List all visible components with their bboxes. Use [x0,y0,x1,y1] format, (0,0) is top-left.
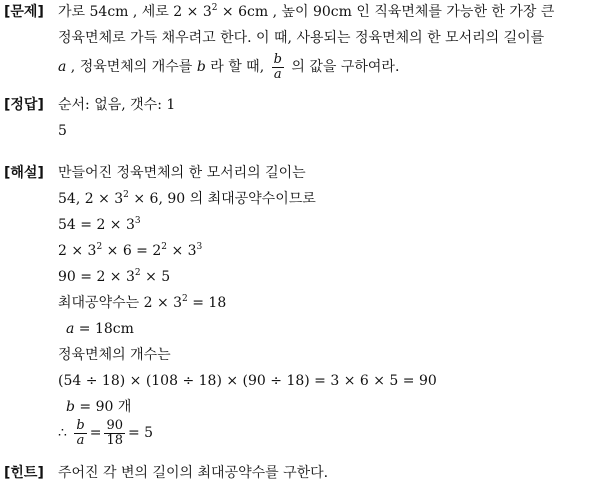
answer-fraction-90-over-18: $\frac{90}{18}$ [106,417,123,448]
problem-line-3: a , 정육면체의 개수를 b 라 할 때, $\frac{b}{a}$ 의 값을 구하여라. [58,51,400,82]
explanation-line-1: 만들어진 정육면체의 한 모서리의 길이는 [58,165,306,181]
problem-fraction: $\frac{b}{a}$ [273,51,282,82]
problem-line-1: 가로 54cm , 세로 $2 \times 3^2 \times 6cm$ , 높이 90cm 인 직육면체를 가능한 한 가장 큰 [58,3,555,20]
explanation-line-3: $54 = 2 \times 3^3$ [58,216,141,233]
explanation-line-10: b = 90 개 [66,399,132,415]
explanation-line-2: 54, $2 \times 3^2 \times 6$, 90 의 최대공약수이므로 [58,190,316,207]
hint-text: 주어진 각 변의 길이의 최대공약수를 구한다. [58,465,329,481]
problem-label: [문제] [4,4,44,20]
hint-label: [힌트] [4,465,44,481]
answer-fraction-b-over-a: $\frac{b}{a}$ [76,417,85,448]
explanation-line-8: 정육면체의 개수는 [58,347,171,363]
explanation-line-9: (54 ÷ 18) × (108 ÷ 18) × (90 ÷ 18) = 3 × 6 × 5 = 90 [58,373,437,389]
answer-label: [정답] [4,97,44,113]
explanation-line-5: $90 = 2 \times 3^2 \times 5$ [58,268,171,285]
explanation-line-6: 최대공약수는 $2 \times 3^2 = 18$ [58,294,227,311]
explanation-line-4: $2 \times 3^2 \times 6 = 2^2 \times 3^3$ [58,242,203,259]
answer-line-2: 5 [58,123,67,139]
problem-line-2: 정육면체로 가득 채우려고 한다. 이 때, 사용되는 정육면체의 한 모서리의 길이를 [58,30,545,46]
explanation-line-7: a = 18cm [66,321,134,337]
explanation-line-11: ∴ $\frac{b}{a}$ = $\frac{90}{18}$ = 5 [58,417,154,448]
answer-line-1: 순서: 없음, 갯수: 1 [58,97,176,113]
explanation-label: [해설] [4,165,44,181]
